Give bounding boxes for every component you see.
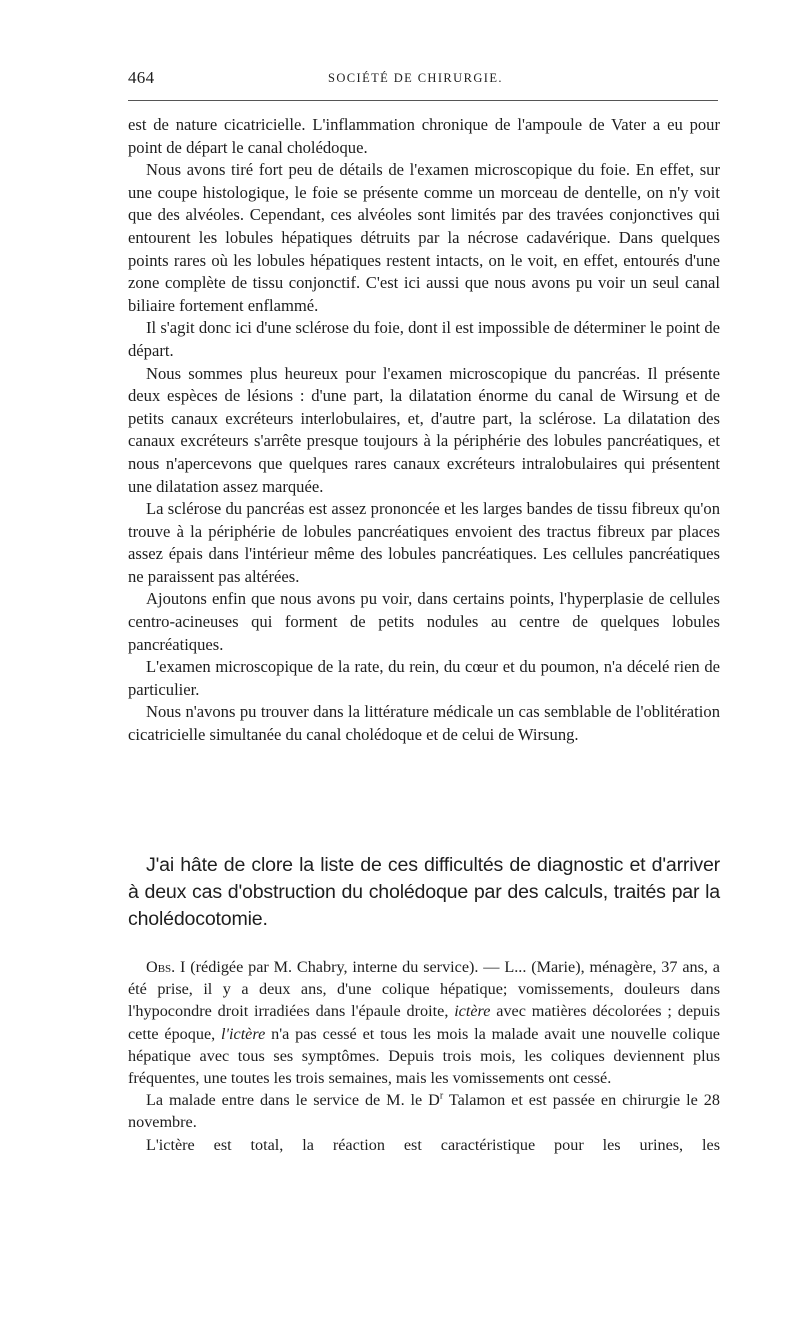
- paragraph: Nous sommes plus heureux pour l'examen microscopique du pancréas. Il présente deux espèces de lésions : d'une part, la dilatation énorme du canal de Wirsung et de petits canaux excréteurs interlobulaires, et, d'autre part, la sclérose. La dilatation des canaux excréteurs s'arrête presque toujours à la périphérie des lobules pancréatiques, et nous n'apercevons que quelques rares canaux excréteurs intralobulaires qui présentent une dilatation assez marquée.: [128, 363, 720, 496]
- superscript: r: [439, 1090, 444, 1102]
- observation-paragraph: Obs. I (rédigée par M. Chabry, interne du service). — L... (Marie), ménagère, 37 ans, a été prise, il y a deux ans, d'une colique hépatique; vomissements, douleurs dans l'hypocondre droit irradiées dans l'épaule droite, ictère avec matières décolorées ; depuis cette époque, l'ictère n'a pas cessé et tous les mois la malade avait une nouvelle colique hépatique avec tous ses symptômes. Depuis trois mois, les coliques deviennent plus fréquentes, une toutes les trois semaines, mais les vomissements ont cessé.: [128, 958, 720, 1088]
- header-rule: [128, 100, 718, 101]
- paragraph: est de nature cicatricielle. L'inflammation chronique de l'ampoule de Vater a eu pour point de départ le canal cholédoque.: [128, 115, 720, 157]
- observation-text: [128, 956, 720, 1156]
- paragraph: Ajoutons enfin que nous avons pu voir, dans certains points, l'hyperplasie de cellules centro-acineuses qui forment de petits nodules au centre de quelques lobules pancréatiques.: [128, 589, 720, 654]
- lead-text: [128, 852, 720, 933]
- observation-paragraph: La malade entre dans le service de M. le $D^r$ Talamon et est passée en chirurgie le 28 novembre.: [128, 1090, 720, 1132]
- italic-term: ictère: [454, 1002, 491, 1021]
- paragraph: Il s'agit donc ici d'une sclérose du foie, dont il est impossible de déterminer le point de départ.: [128, 318, 720, 360]
- italic-term: l'ictère: [221, 1024, 266, 1043]
- body-text: [128, 114, 720, 747]
- paragraph: Nous n'avons pu trouver dans la littérature médicale un cas semblable de l'oblitération cicatricielle simultanée du canal cholédoque et de celui de Wirsung.: [128, 702, 720, 745]
- page-number: 464: [128, 68, 155, 87]
- observation-paragraph: L'ictère est total, la réaction est caractéristique pour les urines, les: [146, 1135, 720, 1154]
- paragraph: La sclérose du pancréas est assez prononcée et les larges bandes de tissu fibreux qu'on trouve à la périphérie de lobules pancréatiques envoient des tractus fibreux par places assez épais dans l'intérieur même des lobules pancréatiques. Les cellules pancréatiques ne paraissent pas altérées.: [128, 499, 720, 586]
- running-head: SOCIÉTÉ DE CHIRURGIE.: [328, 71, 503, 85]
- paragraph: Nous avons tiré fort peu de détails de l'examen microscopique du foie. En effet, sur une coupe histologique, le foie se présente comme un morceau de dentelle, on n'y voit que des alvéoles. Cependant, ces alvéoles sont limités par des travées conjonctives qui entourent les lobules hépatiques détruits par la nécrose cadavérique. Dans quelques points rares où les lobules hépatiques restent intacts, on le voit, en effet, entourés d'une zone complète de tissu conjonctif. C'est ici aussi que nous avons pu voir un seul canal biliaire fortement enflammé.: [128, 160, 720, 315]
- paragraph: L'examen microscopique de la rate, du rein, du cœur et du poumon, n'a décelé rien de particulier.: [128, 657, 720, 699]
- observation-label: Obs.: [146, 958, 176, 976]
- lead-paragraph: J'ai hâte de clore la liste de ces difficultés de diagnostic et d'arriver à deux cas d'obstruction du cholédoque par des calculs, traités par la cholédocotomie.: [128, 854, 720, 930]
- page-header: [128, 62, 720, 88]
